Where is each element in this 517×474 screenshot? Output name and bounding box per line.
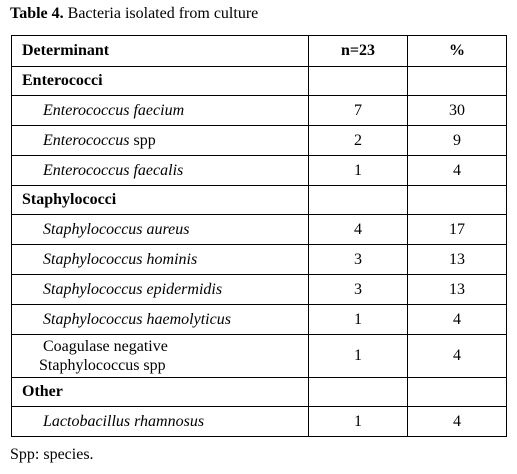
group-label: Enterococci <box>12 67 309 96</box>
species-name <box>12 335 309 378</box>
species-name: Staphylococcus aureus <box>12 215 309 245</box>
species-name: Enterococcus spp <box>12 126 309 156</box>
group-row-enterococci <box>12 67 507 96</box>
count-value: 1 <box>309 156 408 186</box>
group-label: Other <box>12 378 309 407</box>
percent-value: 13 <box>408 275 507 305</box>
table-row <box>12 275 507 305</box>
header-determinant: Determinant <box>12 36 309 67</box>
percent-value: 13 <box>408 245 507 275</box>
table-row <box>12 126 507 156</box>
species-name-line1: Coagulase negative <box>43 338 168 355</box>
percent-value: 4 <box>408 305 507 335</box>
group-empty-cell <box>408 378 507 407</box>
species-name: Lactobacillus rhamnosus <box>12 407 309 437</box>
percent-value: 30 <box>408 96 507 126</box>
group-row-staphylococci <box>12 186 507 215</box>
table-caption <box>10 3 258 25</box>
header-row <box>12 36 507 67</box>
species-name: Staphylococcus epidermidis <box>12 275 309 305</box>
species-name: Enterococcus faecium <box>12 96 309 126</box>
group-label: Staphylococci <box>12 186 309 215</box>
table-row <box>12 407 507 437</box>
table-row <box>12 96 507 126</box>
species-name: Staphylococcus hominis <box>12 245 309 275</box>
percent-value: 4 <box>408 335 507 378</box>
count-value: 3 <box>309 245 408 275</box>
group-row-other <box>12 378 507 407</box>
count-value: 1 <box>309 335 408 378</box>
count-value: 1 <box>309 407 408 437</box>
group-empty-cell <box>309 378 408 407</box>
table-row <box>12 156 507 186</box>
group-empty-cell <box>408 67 507 96</box>
count-value: 1 <box>309 305 408 335</box>
bacteria-table <box>11 35 507 437</box>
table-title: Bacteria isolated from culture <box>67 5 259 22</box>
count-value: 2 <box>309 126 408 156</box>
percent-value: 9 <box>408 126 507 156</box>
percent-value: 4 <box>408 156 507 186</box>
group-empty-cell <box>309 186 408 215</box>
count-value: 7 <box>309 96 408 126</box>
header-n: n=23 <box>309 36 408 67</box>
species-name-line2: Staphylococcus spp <box>39 357 166 374</box>
group-empty-cell <box>309 67 408 96</box>
table-row <box>12 335 507 378</box>
table-row <box>12 245 507 275</box>
count-value: 3 <box>309 275 408 305</box>
table-row <box>12 215 507 245</box>
group-empty-cell <box>408 186 507 215</box>
header-percent: % <box>408 36 507 67</box>
count-value: 4 <box>309 215 408 245</box>
table-footnote: Spp: species. <box>10 446 94 463</box>
table-row <box>12 305 507 335</box>
percent-value: 17 <box>408 215 507 245</box>
species-name: Staphylococcus haemolyticus <box>12 305 309 335</box>
table-number: Table 4. <box>10 5 64 22</box>
percent-value: 4 <box>408 407 507 437</box>
species-name: Enterococcus faecalis <box>12 156 309 186</box>
